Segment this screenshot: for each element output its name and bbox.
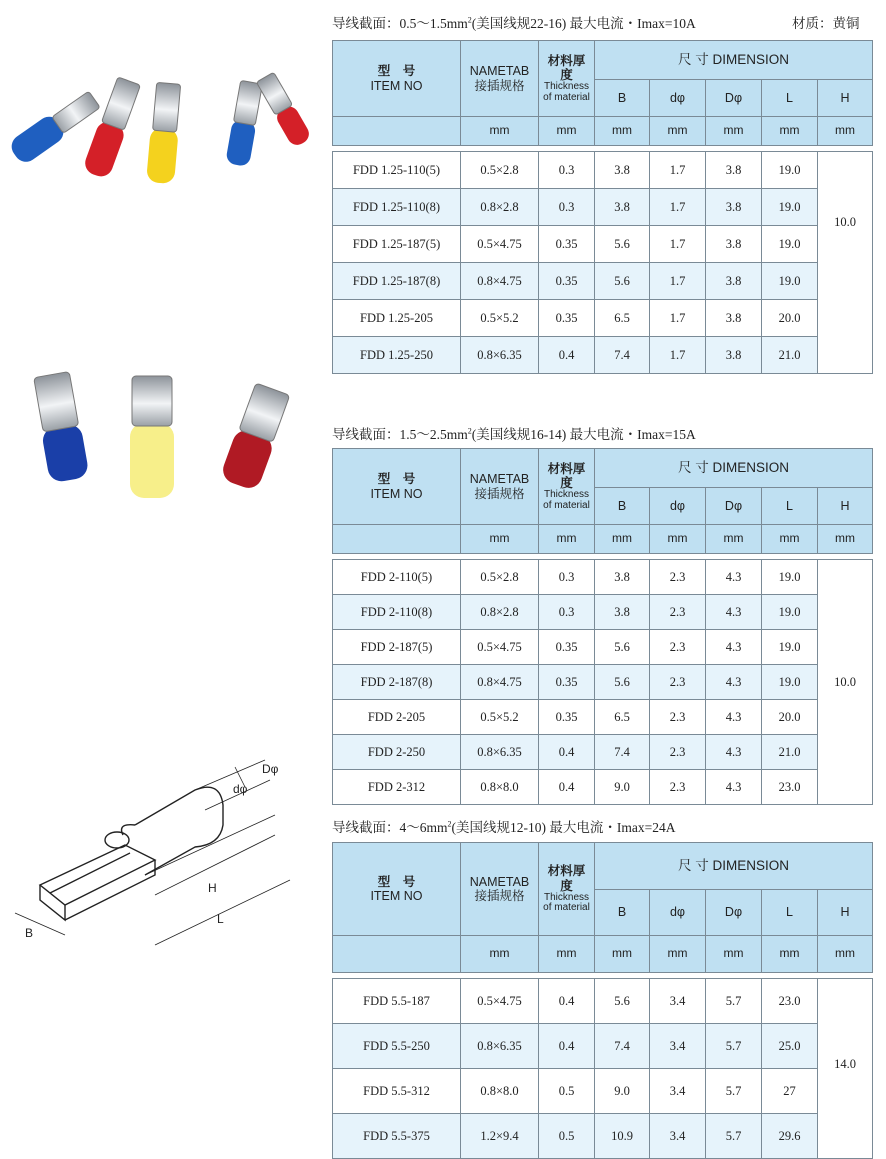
table-row xyxy=(333,337,873,374)
value-cell: 3.8 xyxy=(706,152,762,189)
spec-table-1 xyxy=(332,40,873,374)
value-cell: 0.4 xyxy=(539,979,595,1024)
dimension-header: 尺 寸 DIMENSION xyxy=(595,41,873,80)
value-cell: 4.3 xyxy=(706,665,762,700)
value-cell: 0.35 xyxy=(539,300,595,337)
value-cell: 1.7 xyxy=(650,263,706,300)
value-cell: 6.5 xyxy=(595,700,650,735)
item-no-cell: FDD 5.5-375 xyxy=(333,1114,461,1159)
value-cell: 2.3 xyxy=(650,595,706,630)
unit-row xyxy=(333,936,873,973)
value-cell: 0.8×4.75 xyxy=(461,665,539,700)
value-cell: 2.3 xyxy=(650,665,706,700)
unit-cell: mm xyxy=(762,525,818,554)
section-3-heading: 导线截面：$4\sim 6mm^2$(美国线规12-10) 最大电流・Imax=24A xyxy=(332,819,676,835)
value-cell: 21.0 xyxy=(762,735,818,770)
item-no-cell: FDD 1.25-110(5) xyxy=(333,152,461,189)
thickness-header: 材料厚度 Thickness of material xyxy=(539,843,595,936)
value-cell: 0.3 xyxy=(539,152,595,189)
table-row xyxy=(333,735,873,770)
dim-col-header: B xyxy=(595,890,650,936)
item-no-header: 型 号 ITEM NO xyxy=(333,843,461,936)
item-no-cell: FDD 5.5-250 xyxy=(333,1024,461,1069)
value-cell: 0.3 xyxy=(539,595,595,630)
value-cell: 20.0 xyxy=(762,700,818,735)
unit-cell: mm xyxy=(818,936,873,973)
table-row xyxy=(333,1114,873,1159)
value-cell: 0.8×2.8 xyxy=(461,595,539,630)
unit-cell: mm xyxy=(762,936,818,973)
unit-row xyxy=(333,525,873,554)
value-cell: 3.4 xyxy=(650,1114,706,1159)
value-cell: 19.0 xyxy=(762,560,818,595)
value-cell: 3.8 xyxy=(595,595,650,630)
value-cell: 23.0 xyxy=(762,770,818,805)
table-row xyxy=(333,630,873,665)
unit-cell: mm xyxy=(706,525,762,554)
table-row xyxy=(333,189,873,226)
unit-cell: mm xyxy=(595,936,650,973)
value-cell: 0.5 xyxy=(539,1114,595,1159)
unit-cell: mm xyxy=(818,117,873,146)
table-row xyxy=(333,300,873,337)
dimension-drawing xyxy=(5,755,325,955)
value-cell: 0.8×2.8 xyxy=(461,189,539,226)
value-cell: 0.8×6.35 xyxy=(461,1024,539,1069)
value-cell: 3.8 xyxy=(595,152,650,189)
value-cell: 1.7 xyxy=(650,300,706,337)
value-cell: 6.5 xyxy=(595,300,650,337)
section-1-heading: 导线截面：$0.5\sim 1.5mm^2$(美国线规22-16) 最大电流・Imax=10A 材质：黄铜 xyxy=(332,12,696,32)
value-cell: 0.35 xyxy=(539,665,595,700)
value-cell: 7.4 xyxy=(595,735,650,770)
value-cell: 1.7 xyxy=(650,226,706,263)
value-cell: 19.0 xyxy=(762,263,818,300)
dimension-header: 尺 寸 DIMENSION xyxy=(595,843,873,890)
value-cell: 3.8 xyxy=(595,560,650,595)
spec-table-3 xyxy=(332,842,873,1159)
dim-col-header: L xyxy=(762,890,818,936)
value-cell: 0.5×4.75 xyxy=(461,226,539,263)
illustration-column xyxy=(0,0,330,1155)
value-cell: 0.8×8.0 xyxy=(461,1069,539,1114)
value-cell: 3.4 xyxy=(650,1069,706,1114)
unit-cell: mm xyxy=(539,936,595,973)
value-cell: 0.35 xyxy=(539,263,595,300)
section-2-heading: 导线截面：$1.5\sim 2.5mm^2$(美国线规16-14) 最大电流・Imax=15A xyxy=(332,426,696,442)
header-row xyxy=(333,449,873,488)
item-no-cell: FDD 1.25-250 xyxy=(333,337,461,374)
dimension-header: 尺 寸 DIMENSION xyxy=(595,449,873,488)
dim-col-header: dφ xyxy=(650,890,706,936)
value-cell: 4.3 xyxy=(706,560,762,595)
item-no-cell: FDD 2-187(5) xyxy=(333,630,461,665)
unit-cell: mm xyxy=(461,117,539,146)
value-cell: 0.5 xyxy=(539,1069,595,1114)
item-no-cell: FDD 2-250 xyxy=(333,735,461,770)
thickness-header: 材料厚度 Thickness of material xyxy=(539,41,595,117)
value-cell: 2.3 xyxy=(650,770,706,805)
value-cell: 5.6 xyxy=(595,226,650,263)
item-no-cell: FDD 1.25-110(8) xyxy=(333,189,461,226)
dim-col-header: Dφ xyxy=(706,488,762,525)
dim-col-header: dφ xyxy=(650,488,706,525)
value-cell: 5.7 xyxy=(706,979,762,1024)
value-cell: 0.4 xyxy=(539,770,595,805)
table-row xyxy=(333,595,873,630)
dim-col-header: B xyxy=(595,80,650,117)
table-row xyxy=(333,665,873,700)
value-cell: 0.3 xyxy=(539,189,595,226)
unit-cell: mm xyxy=(539,117,595,146)
unit-cell: mm xyxy=(595,117,650,146)
h-value-cell: 14.0 xyxy=(818,979,873,1159)
dim-col-header: Dφ xyxy=(706,80,762,117)
value-cell: 4.3 xyxy=(706,735,762,770)
dim-col-header: H xyxy=(818,890,873,936)
unit-cell: mm xyxy=(539,525,595,554)
label-B: B xyxy=(25,926,34,940)
unit-cell: mm xyxy=(595,525,650,554)
value-cell: 5.6 xyxy=(595,263,650,300)
item-no-cell: FDD 5.5-312 xyxy=(333,1069,461,1114)
value-cell: 7.4 xyxy=(595,337,650,374)
value-cell: 5.7 xyxy=(706,1069,762,1114)
spec-table-2 xyxy=(332,448,873,805)
value-cell: 0.8×6.35 xyxy=(461,735,539,770)
value-cell: 19.0 xyxy=(762,665,818,700)
value-cell: 19.0 xyxy=(762,630,818,665)
value-cell: 0.35 xyxy=(539,630,595,665)
dim-col-header: Dφ xyxy=(706,890,762,936)
value-cell: 0.35 xyxy=(539,226,595,263)
value-cell: 5.7 xyxy=(706,1114,762,1159)
value-cell: 1.7 xyxy=(650,337,706,374)
value-cell: 0.5×2.8 xyxy=(461,152,539,189)
thickness-header: 材料厚度 Thickness of material xyxy=(539,449,595,525)
table-row xyxy=(333,226,873,263)
value-cell: 0.5×4.75 xyxy=(461,979,539,1024)
unit-cell: mm xyxy=(650,525,706,554)
value-cell: 27 xyxy=(762,1069,818,1114)
value-cell: 3.8 xyxy=(706,263,762,300)
value-cell: 0.5×5.2 xyxy=(461,700,539,735)
value-cell: 19.0 xyxy=(762,152,818,189)
terminals-photo-small xyxy=(5,55,325,195)
item-no-header: 型 号 ITEM NO xyxy=(333,449,461,525)
value-cell: 0.4 xyxy=(539,735,595,770)
item-no-cell: FDD 1.25-187(5) xyxy=(333,226,461,263)
item-no-cell: FDD 2-312 xyxy=(333,770,461,805)
value-cell: 2.3 xyxy=(650,560,706,595)
value-cell: 0.3 xyxy=(539,560,595,595)
value-cell: 4.3 xyxy=(706,770,762,805)
table-row xyxy=(333,700,873,735)
h-value-cell: 10.0 xyxy=(818,560,873,805)
unit-cell: mm xyxy=(461,525,539,554)
item-no-cell: FDD 2-110(8) xyxy=(333,595,461,630)
dim-col-header: L xyxy=(762,488,818,525)
value-cell: 23.0 xyxy=(762,979,818,1024)
material-label: 材质：黄铜 xyxy=(792,16,860,31)
value-cell: 29.6 xyxy=(762,1114,818,1159)
value-cell: 1.2×9.4 xyxy=(461,1114,539,1159)
unit-cell: mm xyxy=(461,936,539,973)
table-row xyxy=(333,979,873,1024)
item-no-cell: FDD 2-110(5) xyxy=(333,560,461,595)
value-cell: 0.8×8.0 xyxy=(461,770,539,805)
value-cell: 4.3 xyxy=(706,595,762,630)
value-cell: 3.8 xyxy=(706,226,762,263)
dim-col-header: B xyxy=(595,488,650,525)
item-no-cell: FDD 1.25-187(8) xyxy=(333,263,461,300)
value-cell: 5.6 xyxy=(595,630,650,665)
table-row xyxy=(333,560,873,595)
item-no-cell: FDD 5.5-187 xyxy=(333,979,461,1024)
value-cell: 19.0 xyxy=(762,189,818,226)
value-cell: 5.7 xyxy=(706,1024,762,1069)
table-row xyxy=(333,770,873,805)
h-value-cell: 10.0 xyxy=(818,152,873,374)
header-row xyxy=(333,843,873,890)
value-cell: 4.3 xyxy=(706,630,762,665)
value-cell: 0.8×4.75 xyxy=(461,263,539,300)
value-cell: 3.8 xyxy=(706,189,762,226)
value-cell: 5.6 xyxy=(595,665,650,700)
value-cell: 3.4 xyxy=(650,979,706,1024)
dim-col-header: dφ xyxy=(650,80,706,117)
terminals-photo-medium xyxy=(20,370,290,510)
value-cell: 0.5×2.8 xyxy=(461,560,539,595)
table-row xyxy=(333,1024,873,1069)
value-cell: 10.9 xyxy=(595,1114,650,1159)
nametab-header: NAMETAB 接插规格 xyxy=(461,843,539,936)
value-cell: 3.8 xyxy=(595,189,650,226)
unit-cell: mm xyxy=(818,525,873,554)
value-cell: 21.0 xyxy=(762,337,818,374)
value-cell: 2.3 xyxy=(650,735,706,770)
unit-cell: mm xyxy=(706,117,762,146)
label-D-phi: Dφ xyxy=(262,762,279,776)
label-H: H xyxy=(208,881,217,895)
unit-cell xyxy=(333,936,461,973)
value-cell: 3.4 xyxy=(650,1024,706,1069)
value-cell: 4.3 xyxy=(706,700,762,735)
nametab-header: NAMETAB 接插规格 xyxy=(461,449,539,525)
table-row xyxy=(333,1069,873,1114)
unit-cell: mm xyxy=(650,936,706,973)
unit-cell: mm xyxy=(650,117,706,146)
value-cell: 0.5×4.75 xyxy=(461,630,539,665)
value-cell: 25.0 xyxy=(762,1024,818,1069)
value-cell: 0.5×5.2 xyxy=(461,300,539,337)
dim-col-header: H xyxy=(818,488,873,525)
unit-cell: mm xyxy=(706,936,762,973)
value-cell: 9.0 xyxy=(595,1069,650,1114)
table-row xyxy=(333,263,873,300)
value-cell: 3.8 xyxy=(706,337,762,374)
value-cell: 0.35 xyxy=(539,700,595,735)
value-cell: 2.3 xyxy=(650,700,706,735)
value-cell: 0.4 xyxy=(539,1024,595,1069)
value-cell: 9.0 xyxy=(595,770,650,805)
unit-row xyxy=(333,117,873,146)
value-cell: 0.4 xyxy=(539,337,595,374)
dim-col-header: H xyxy=(818,80,873,117)
unit-cell xyxy=(333,525,461,554)
value-cell: 7.4 xyxy=(595,1024,650,1069)
value-cell: 3.8 xyxy=(706,300,762,337)
label-L: L xyxy=(217,912,224,926)
table-row xyxy=(333,152,873,189)
value-cell: 0.8×6.35 xyxy=(461,337,539,374)
dim-col-header: L xyxy=(762,80,818,117)
value-cell: 20.0 xyxy=(762,300,818,337)
nametab-header: NAMETAB 接插规格 xyxy=(461,41,539,117)
label-d-phi: dφ xyxy=(233,782,248,796)
item-no-cell: FDD 1.25-205 xyxy=(333,300,461,337)
value-cell: 2.3 xyxy=(650,630,706,665)
value-cell: 1.7 xyxy=(650,152,706,189)
value-cell: 1.7 xyxy=(650,189,706,226)
value-cell: 5.6 xyxy=(595,979,650,1024)
header-row xyxy=(333,41,873,80)
item-no-cell: FDD 2-187(8) xyxy=(333,665,461,700)
value-cell: 19.0 xyxy=(762,226,818,263)
item-no-header: 型 号 ITEM NO xyxy=(333,41,461,117)
value-cell: 19.0 xyxy=(762,595,818,630)
unit-cell: mm xyxy=(762,117,818,146)
item-no-cell: FDD 2-205 xyxy=(333,700,461,735)
unit-cell xyxy=(333,117,461,146)
